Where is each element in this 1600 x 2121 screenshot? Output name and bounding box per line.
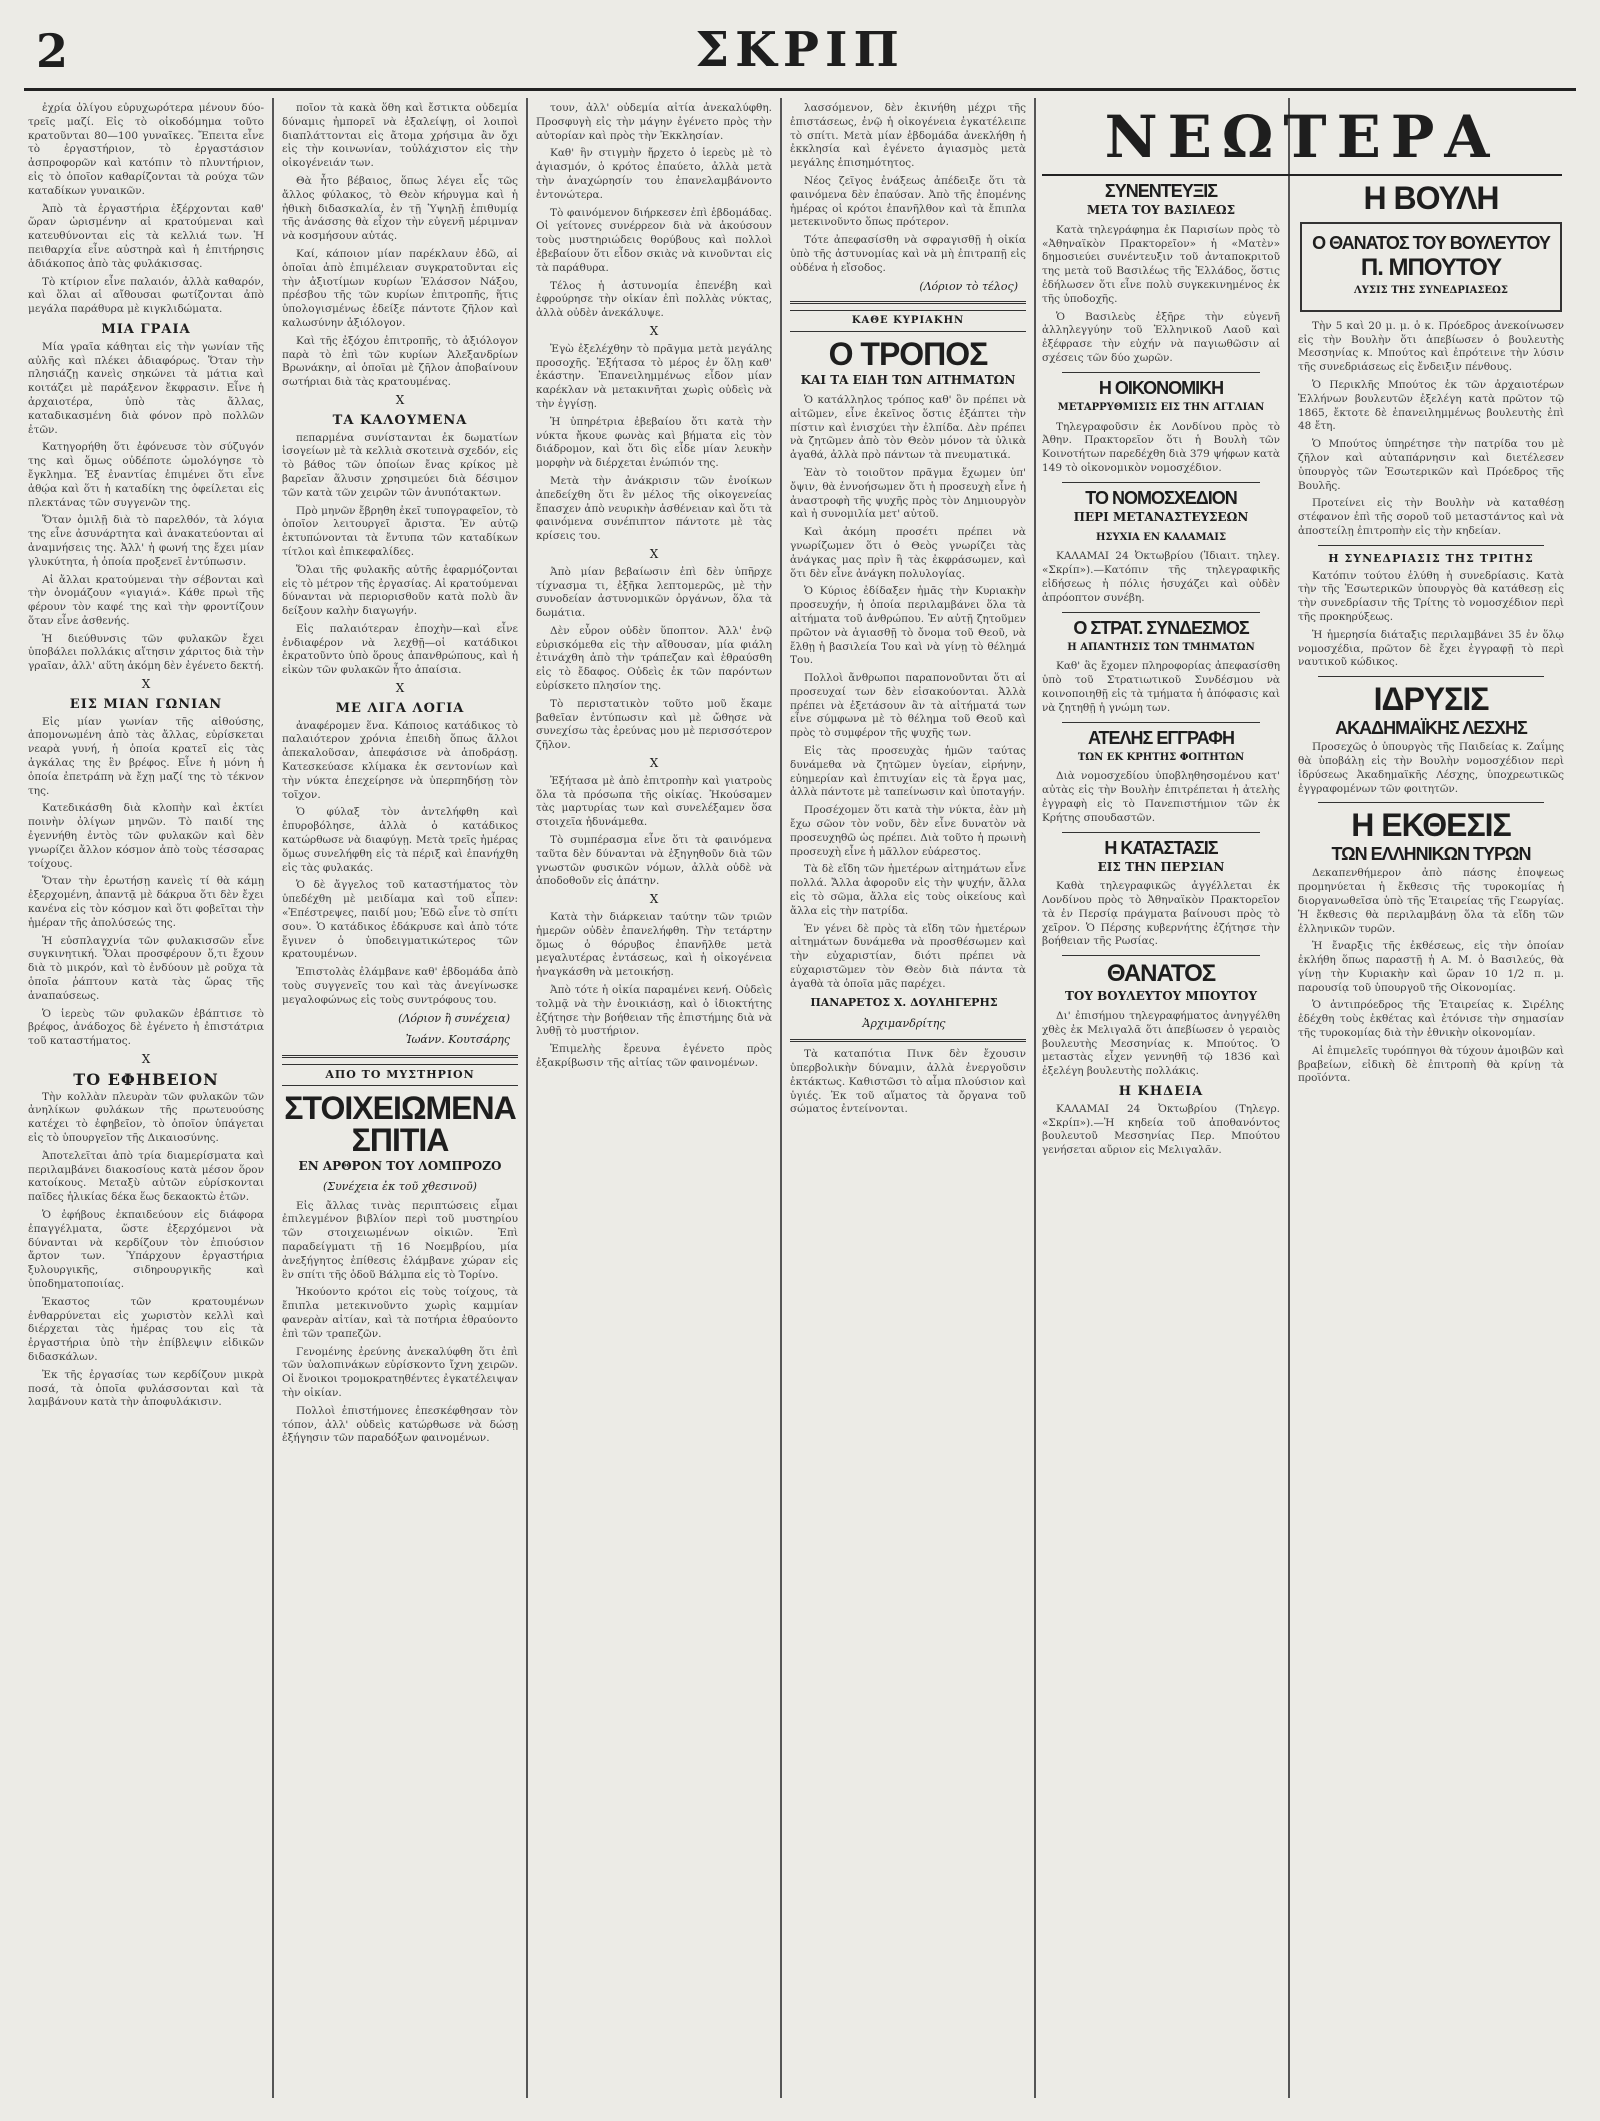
section-separator: X [649, 323, 659, 338]
section-separator: X [649, 546, 659, 561]
section-title: ΜΙΑ ΓΡΑΙΑ [101, 321, 191, 337]
news-headline: ΙΔΡΥΣΙΣ [1373, 681, 1489, 718]
column-2: ποῖον τὰ κακὰ ὅθη καὶ ἔστικτα οὐδεμία δύναμις ἠμπορεῖ νὰ ἐξαλείψῃ, οἱ λοιποὶ διαπλάττονται εἰς ἄτομα χρήσιμα ἂν ὄχι εἰς τὴν κοινωνίαν, τοὐλάχιστον εἰς τὴν οἰκογένειάν των. Θὰ ἦτο βέβαιος, ὅπως λέγει εἷς τῶς ἄλλος φύλακος, τὸ Θεὸν κήρυγμα καὶ ἡ ἠθικὴ διδασκαλία, ἐν τῇ Ὑψηλῇ ἐπιθυμίᾳ τῆς ἀνάσσης θὰ εἶχον τὴν εὐγενῆ μέριμναν νὰ κοσμήσουν αὐτάς. Καί, κάποιον μίαν παρέκλαυν ἐδῶ, αἱ ὁποῖαι ἀπὸ ἐπιμέλειαν συγκρατοῦνται εἰς τὴν ἀξιοτίμων κυρίων Ἐλάσσον Νάξου, πρέσβου τῆς τῶν κυρίων ἐπιτροπῆς, ἥτις ὑπολογισμένως ἐδείξε πάντοτε ζῆλον καὶ καλωσύνην ἀξιόλογον. Καὶ τῆς ἐξόχου ἐπιτροπῆς, τὸ ἀξιόλογον παρὰ τὸ ἐπὶ τῶν κυρίων Ἀλεξανδρίων Βρωνάκην, αἱ ὁποῖαι μὲ ζῆλον ἀποβαίνουν σωτήριαι διὰ τὰς κρατουμένας. X ΤΑ ΚΑΛΟΥΜΕΝΑ πεπαρμένα συνίστανται ἐκ δωματίων ἰσογείων μὲ τὰ κελλιὰ σκοτεινὰ σχεδόν, εἰς τὸ βάθος τῶν ὁποίων ἔνας κρίκος μὲ βαρεῖαν ἅλυσιν χρησιμεύει διὰ δέσιμον τῶν κατὰ τῶν χειρῶν τῶν ἀνυπότακτων. Πρὸ μηνῶν ἔβρηθη ἐκεῖ τυπογραφεῖον, τὸ ὁποῖον λειτουργεῖ ἄριστα. Ἐν αὐτῷ ἐκτυπώνονται τὰ ἔντυπα τῶν καταδίκων τίτλοι καὶ ἐπικεφαλίδες. Ὅλαι τῆς φυλακῆς αὐτῆς ἐφαρμόζονται εἰς τὸ μέτρον τῆς ἐργασίας. Αἱ κρατούμεναι δύνανται νὰ περιορισθοῦν κατὰ πολὺ ἂν δείξουν καλὴν διαγωγήν. Εἰς παλαιότεραν ἐποχὴν—καὶ εἶνε ἐνδιαφέρον νὰ λεχθῇ—οἱ κατάδικοι ἐκρατοῦντο ὑπὸ ὅρους ἀπανθρώπους, καὶ ἡ εἰκὼν τῶν φυλακῶν ἦτο ἀπαίσια. X ΜΕ ΛΙΓΑ ΛΟΓΙΑ ἀναφέρομεν ἕνα. Κάποιος κατάδικος τὸ παλαιότερον χρόνια ἐπειδὴ ὅπως ἄλλοι ἀπεκαλοῦσαν, ἀπεφάσισε νὰ ἀποδράσῃ. Κατεσκεύασε κλίμακα ἐκ σεντονίων καὶ τὴν νύκτα ἐπεχείρησε νὰ ὑπερπηδήσῃ τὸν τοῖχον. Ὁ φύλαξ τὸν ἀντελήφθη καὶ ἐπυροβόλησε, ἀλλὰ ὁ κατάδικος κατώρθωσε νὰ διαφύγῃ. Μετὰ τρεῖς ἡμέρας ὅμως συνελήφθη εἰς τὰ πέριξ καὶ ἐπανήχθη εἰς τὰς φυλακάς. Ὁ δὲ ἄγγελος τοῦ καταστήματος τὸν ὑπεδέχθη μὲ μειδίαμα καὶ τοῦ εἶπεν: «Ἐπέστρεψες, παιδί μου; Ἐδῶ εἶνε τὸ σπίτι σου». Ὁ κατάδικος ἐδάκρυσε καὶ ἀπὸ τότε ἔγινεν ὁ ὑποδειγματικώτερος τῶν κρατουμένων. Ἐπιστολὰς ἐλάμβανε καθ' ἑβδομάδα ἀπὸ τοὺς συγγενεῖς του καὶ τὰς ἀνεγίνωσκε μεγαλοφώνως εἰς τοὺς συντρόφους του. (Λόριον ἢ συνέχεια) Ἰωάνν. Κουτσάρης ΑΠΟ ΤΟ ΜΥΣΤΗΡΙΟΝ ΣΤΟΙΧΕΙΩΜΕΝΑ ΣΠΙΤΙΑ ΕΝ ΑΡΘΡΟΝ ΤΟΥ ΛΟΜΠΡΟΖΟ (Συνέχεια ἐκ τοῦ χθεσινοῦ) Εἰς ἄλλας τινὰς περιπτώσεις εἶμαι ἐπιλεγμένον βιβλίον περὶ τοῦ μυστηρίου τῶν στοιχειωμένων οἰκιῶν. Ἐπὶ παραδείγματι τῇ 16 Νοεμβρίου, μία ἀνεξήγητος ἐπίθεσις ἐλάμβανε χώραν εἰς ἓν σπίτι τῆς ὁδοῦ Βάλμπα εἰς τὸ Τορίνο. Ἠκούοντο κρότοι εἰς τοὺς τοίχους, τὰ ἔπιπλα μετεκινοῦντο χωρὶς καμμίαν φανερὰν αἰτίαν, καὶ τὰ ποτήρια ἐθραύοντο ἐπὶ τῶν τραπεζῶν. Γενομένης ἐρεύνης ἀνεκαλύφθη ὅτι ἐπὶ τῶν ὑαλοπινάκων εὑρίσκοντο ἴχνη χειρῶν. Οἱ ἔνοικοι τρομοκρατηθέντες ἐγκατέλειψαν τὴν οἰκίαν. Πολλοὶ ἐπιστήμονες ἐπεσκέφθησαν τὸν τόπον, ἀλλ' οὐδεὶς κατώρθωσε νὰ δώσῃ ἐξήγησιν τῶν παραδόξων φαινομένων. [282, 102, 518, 1445]
news-headline: Η ΒΟΥΛΗ [1363, 180, 1499, 216]
section-title: ΜΕ ΛΙΓΑ ΛΟΓΙΑ [335, 700, 465, 716]
feature-headline: Ο ΤΡΟΠΟΣ [828, 336, 988, 373]
news-headline: ΑΤΕΛΗΣ ΕΓΓΡΑΦΗ [1088, 727, 1234, 748]
news-headline: Ο ΣΤΡΑΤ. ΣΥΝΔΕΣΜΟΣ [1073, 617, 1249, 638]
feature-subtitle: ΕΝ ΑΡΘΡΟΝ ΤΟΥ ΛΟΜΠΡΟΖΟ [298, 1159, 502, 1173]
feature-kicker: ΚΑΘΕ ΚΥΡΙΑΚΗΝ [790, 310, 1026, 332]
news-headline: ΣΥΝΕΝΤΕΥΞΙΣ [1104, 181, 1218, 201]
news-subheadline: ΤΩΝ ΕΚ ΚΡΗΤΗΣ ΦΟΙΤΗΤΩΝ [1077, 751, 1245, 763]
news-subheadline: ΤΟΥ ΒΟΥΛΕΥΤΟΥ ΜΠΟΥΤΟΥ [1064, 989, 1258, 1004]
section-separator: X [395, 681, 405, 696]
news-subheadline: ΤΩΝ ΕΛΛΗΝΙΚΩΝ ΤΥΡΩΝ [1331, 844, 1531, 865]
news-headline: Η ΣΥΝΕΔΡΙΑΣΙΣ ΤΗΣ ΤΡΙΤΗΣ [1328, 551, 1534, 565]
divider [790, 1039, 1026, 1042]
divider [1062, 612, 1260, 613]
section-title: ΤΑ ΚΑΛΟΥΜΕΝΑ [332, 412, 468, 428]
column-6: Η ΒΟΥΛΗ Ο ΘΑΝΑΤΟΣ ΤΟΥ ΒΟΥΛΕΥΤΟΥ Π. ΜΠΟΥΤΟΥ ΛΥΣΙΣ ΤΗΣ ΣΥΝΕΔΡΙΑΣΕΩΣ Τὴν 5 καὶ 20 μ. μ. ὁ κ. Πρόεδρος ἀνεκοίνωσεν εἰς τὴν Βουλὴν ὅτι ἀπεβίωσεν ὁ βουλευτὴς Μεσσηνίας κ. Μπούτος καὶ ἐπρότεινε τὴν λύσιν τῆς συνεδριάσεως εἰς ἔνδειξιν πένθους. Ὁ Περικλῆς Μπούτος ἐκ τῶν ἀρχαιοτέρων Ἑλλήνων βουλευτῶν ἐξελέγη κατὰ πρῶτον τῷ 1865, ἔκτοτε δὲ ἐπανειλημμένως βουλευτὴς ἐπὶ 48 ἔτη. Ὁ Μπούτος ὑπηρέτησε τὴν πατρίδα του μὲ ζῆλον καὶ αὐταπάρνησιν καὶ διετέλεσεν ὑπουργὸς τῶν Ἐσωτερικῶν καὶ Πρόεδρος τῆς Βουλῆς. Προτείνει εἰς τὴν Βουλὴν νὰ καταθέσῃ στέφανον ἐπὶ τῆς σοροῦ τοῦ μεταστάντος καὶ νὰ ἀποστείλῃ ἐπιτροπὴν εἰς τὴν κηδείαν. Η ΣΥΝΕΔΡΙΑΣΙΣ ΤΗΣ ΤΡΙΤΗΣ Κατόπιν τούτου ἐλύθη ἡ συνεδρίασις. Κατὰ τὴν τῆς Ἐσωτερικῶν ὑπουργὸς θὰ κατάθεσῃ εἰς τὴν συνεδρίασιν τῆς Τρίτης τὸ νομοσχέδιον περὶ τῆς προκηρύξεως. Ἡ ἡμερησία διάταξις περιλαμβάνει 35 ἐν ὅλῳ νομοσχέδια, πρῶτον δὲ ἔχει ἐγγραφῇ τὸ περὶ ναυτικοῦ κώδικος. ΙΔΡΥΣΙΣ ΑΚΑΔΗΜΑΪΚΗΣ ΛΕΣΧΗΣ Προσεχῶς ὁ ὑπουργὸς τῆς Παιδείας κ. Ζαΐμης θὰ ὑποβάλῃ εἰς τὴν Βουλὴν νομοσχέδιον περὶ ἱδρύσεως Ἀκαδημαϊκῆς Λέσχης, ὑποχρεωτικῶς ἐγγραφομένων τῶν φοιτητῶν. Η ΕΚΘΕΣΙΣ ΤΩΝ ΕΛΛΗΝΙΚΩΝ ΤΥΡΩΝ Δεκαπενθήμερον ἀπὸ πάσης ἐποψεως προμηνύεται ἡ ἔκθεσις τῆς τυροκομίας ἡ διοργανωθεῖσα ὑπὸ τῆς Ἑταιρείας τῆς Γεωργίας. Ἡ ἔκθεσις θὰ περιλαμβάνῃ ὅλα τὰ εἴδη τῶν ἑλληνικῶν τυρῶν. Ἡ ἔναρξις τῆς ἐκθέσεως, εἰς τὴν ὁποίαν ἐκλήθη ὅπως παραστῇ ἡ Α. Μ. ὁ Βασιλεύς, θὰ γίνῃ τὴν Κυριακὴν καὶ ὥραν 10 1/2 π. μ. παρουσίᾳ τοῦ ὑπουργοῦ τῆς Οἰκονομίας. Ὁ ἀντιπρόεδρος τῆς Ἑταιρείας κ. Σιρέλης ἐδέχθη τοὺς ἐκθέτας καὶ ἐτόνισε τὴν σημασίαν τῆς τυροκομίας διὰ τὴν ἐθνικὴν οἰκονομίαν. Αἱ ἐπιμελεῖς τυρόπηγοι θὰ τύχουν ἀμοιβῶν καὶ βραβείων, εἰδικὴ δὲ ἐπιτροπὴ θὰ κρίνῃ τὰ προϊόντα. [1298, 180, 1564, 1085]
divider [1062, 832, 1260, 833]
news-subheadline: ΛΥΣΙΣ ΤΗΣ ΣΥΝΕΔΡΙΑΣΕΩΣ [1354, 285, 1508, 296]
divider [1062, 482, 1260, 483]
column-rule [780, 98, 782, 2098]
author-role: Ἀρχιμανδρίτης [862, 1017, 946, 1031]
news-subheadline: ΗΣΥΧΙΑ ΕΝ ΚΑΛΑΜΑΙΣ [1095, 531, 1227, 543]
column-3: τουν, ἀλλ' οὐδεμία αἰτία ἀνεκαλύφθη. Προσφυγὴ εἰς τὴν μάγην ἐγένετο πρὸς τὴν αὐτορίαν καὶ πρὸς τὴν Ἐκκλησίαν. Καθ' ἣν στιγμὴν ἤρχετο ὁ ἱερεὺς μὲ τὸ ἁγιασμόν, ὁ κρότος ἐπαύετο, ἀλλὰ μετὰ τὴν ἀναχώρησίν του ἐπανελαμβάνοντο ἐντονώτερα. Τὸ φαινόμενον διήρκεσεν ἐπὶ ἑβδομάδας. Οἱ γείτονες συνέρρεον διὰ νὰ ἀκούσουν τοὺς μυστηριώδεις θορύβους καὶ πολλοὶ ἐβεβαίουν ὅτι εἶδον σκιὰς νὰ κινοῦνται εἰς τὰ παράθυρα. Τέλος ἡ ἀστυνομία ἐπενέβη καὶ ἐφρούρησε τὴν οἰκίαν ἐπὶ πολλὰς νύκτας, ἀλλὰ οὐδὲν ἀνεκάλυψε. X Ἐγὼ ἐξελέχθην τὸ πρᾶγμα μετὰ μεγάλης προσοχῆς. Ἐξήτασα τὸ μέρος ἐν ὅλῃ καθ' ἑκάστην. Ἐπανειλημμένως εἶδον μίαν καρέκλαν νὰ μετακινῆται χωρὶς οὐδεὶς νὰ τὴν ἐγγίσῃ. Ἡ ὑπηρέτρια ἐβεβαίου ὅτι κατὰ τὴν νύκτα ἤκουε φωνὰς καὶ βήματα εἰς τὸν διάδρομον, καὶ ὅτι δὶς εἶδε μίαν λευκὴν μορφὴν νὰ διέρχεται ἐνώπιόν της. Μετὰ τὴν ἀνάκρισιν τῶν ἐνοίκων ἀπεδείχθη ὅτι ἓν μέλος τῆς οἰκογενείας ἔπασχεν ἀπὸ νευρικὴν ἀσθένειαν καὶ ὅτι τὰ φαινόμενα συνέπιπτον πάντοτε μὲ τὰς κρίσεις του. X Ἀπὸ μίαν βεβαίωσιν ἐπὶ δὲν ὑπῆρχε τίχνασμα τι, ἐξῆκα λεπτομερῶς, μὲ τὴν συνοδείαν ἀστυνομικῶν ὀργάνων, ὅλα τὰ δωμάτια. Δὲν εὗρον οὐδὲν ὕποπτον. Ἀλλ' ἐνῷ εὑρισκόμεθα εἰς τὴν αἴθουσαν, μία φιάλη ἐτινάχθη ἀπὸ τὴν τράπεζαν καὶ ἐθραύσθη εἰς τὸ ἔδαφος. Οὐδεὶς ἐκ τῶν παρόντων εὑρίσκετο πλησίον της. Τὸ περιστατικὸν τοῦτο μοῦ ἔκαμε βαθεῖαν ἐντύπωσιν καὶ μὲ ὤθησε νὰ συνεχίσω τὰς ἐρεύνας μου μὲ περισσότερον ζῆλον. X Ἐξήτασα μὲ ἀπὸ ἐπιτροπὴν καὶ γιατροὺς ὅλα τὰ πρόσωπα τῆς οἰκίας. Ἠκούσαμεν τὰς μαρτυρίας των καὶ συνελέξαμεν ὅσα στοιχεῖα ἠδυνάμεθα. Τὸ συμπέρασμα εἶνε ὅτι τὰ φαινόμενα ταῦτα δὲν δύνανται νὰ ἐξηγηθοῦν διὰ τῶν γνωστῶν φυσικῶν νόμων, ἀλλὰ οὐδὲ νὰ ἀποδοθοῦν εἰς ἀπάτην. X Κατὰ τὴν διάρκειαν ταύτην τῶν τριῶν ἡμερῶν οὐδὲν ἐπανελήφθη. Τὴν τετάρτην ὅμως ὁ θόρυβος ἐπανῆλθε μετὰ μεγαλυτέρας ἐντάσεως, καὶ ἡ οἰκογένεια ἠναγκάσθη νὰ μετοικήσῃ. Ἀπὸ τότε ἡ οἰκία παραμένει κενή. Οὐδεὶς τολμᾷ νὰ τὴν ἐνοικιάσῃ, καὶ ὁ ἰδιοκτήτης ἐζήτησε τὴν βοήθειαν τῆς ἐπιστήμης διὰ νὰ λυθῇ τὸ μυστήριον. Ἐπιμελὴς ἔρευνα ἐγένετο πρὸς ἐξακρίβωσιν τῆς αἰτίας τῶν φαινομένων. [536, 102, 772, 1069]
news-subheadline: ΠΕΡΙ ΜΕΤΑΝΑΣΤΕΥΣΕΩΝ [1073, 509, 1249, 524]
column-1: ἐχρία ὀλίγου εὐρυχωρότερα μένουν δύο-τρεῖς μαζί. Εἰς τὸ οἰκοδόμημα τοῦτο κρατοῦνται 80—100 γυναῖκες. Ἔπειτα εἶνε τὸ ἐργαστήριον, τὸ ἐργαστάσιον ἀσπροφορῶν καὶ κατόπιν τὸ πλυντήριον, εἰς τὸ ὁποῖον καθαρίζονται τὰ ρούχα τῶν καταδίκων γυναικῶν. Ἀπὸ τὰ ἐργαστήρια ἐξέρχονται καθ' ὥραν ὡρισμένην αἱ κρατούμεναι καὶ κατευθύνονται εἰς τὰ κελλιά των. Ἡ πειθαρχία εἶνε αὐστηρὰ καὶ ἡ ἐπιτήρησις ἀδιάκοπος ἀπὸ τὰς φυλάκισσας. Τὸ κτίριον εἶνε παλαιόν, ἀλλὰ καθαρόν, καὶ ὅλαι αἱ αἴθουσαι φωτίζονται ἀπὸ μεγάλα παράθυρα μὲ κιγκλιδώματα. ΜΙΑ ΓΡΑΙΑ Μία γραῖα κάθηται εἰς τὴν γωνίαν τῆς αὐλῆς καὶ πλέκει ἀδιαφόρως. Ὅταν τὴν πλησιάζῃ κανεὶς σηκώνει τὰ μάτια καὶ κοιτάζει μὲ παράξενον ἔκφρασιν. Εἶνε ἡ ἀρχαιοτέρα, ὑπὸ τὰς ἄλλας, καταδικασμένη διὰ φόνον πρὸ πολλῶν ἐτῶν. Κατηγορήθη ὅτι ἐφόνευσε τὸν σύζυγόν της καὶ ὅμως οὐδέποτε ὡμολόγησε τὸ ἔγκλημα. Ἐξ ἐναντίας ἐπιμένει ὅτι εἶνε ἀθῴα καὶ ὅτι ἡ καταδίκη της ὀφείλεται εἰς πλεκτάνας τῶν συγγενῶν της. Ὅταν ὁμιλῇ διὰ τὸ παρελθόν, τὰ λόγια της εἶνε ἀσυνάρτητα καὶ ἀνακατεύονται αἱ ἀναμνήσεις της. Ἀλλ' ἡ φωνή της ἔχει μίαν γλυκύτητα, ἡ ὁποία προξενεῖ ἐντύπωσιν. Αἱ ἄλλαι κρατούμεναι τὴν σέβονται καὶ τὴν ὀνομάζουν «γιαγιά». Κάθε πρωὶ τῆς φέρουν τὸν καφέ της καὶ τὴν φροντίζουν ὅταν εἶνε ἀσθενής. Ἡ διεύθυνσις τῶν φυλακῶν ἔχει ὑποβάλει πολλάκις αἴτησιν χάριτος διὰ τὴν γραῖαν, ἀλλ' αὕτη ἀκόμη δὲν ἐγένετο δεκτή. X ΕΙΣ ΜΙΑΝ ΓΩΝΙΑΝ Εἰς μίαν γωνίαν τῆς αἰθούσης, ἀπομονωμένη ἀπὸ τὰς ἄλλας, εὑρίσκεται νεαρὰ γυνή, ἡ ὁποία κρατεῖ εἰς τὰς ἀγκάλας της ἓν βρέφος. Εἶνε ἡ μόνη ἡ ὁποία ἐπετράπη νὰ ἔχῃ μαζί της τὸ τέκνον της. Κατεδικάσθη διὰ κλοπὴν καὶ ἐκτίει ποινὴν ὀλίγων μηνῶν. Τὸ παιδί της ἐγεννήθη ἐντὸς τῶν φυλακῶν καὶ δὲν γνωρίζει ἄλλον κόσμον ἀπὸ τοὺς τέσσαρας τοίχους. Ὅταν τὴν ἐρωτήσῃ κανεὶς τί θὰ κάμῃ ἐξερχομένη, ἀπαντᾷ μὲ δάκρυα ὅτι δὲν ἔχει κανένα εἰς τὸν κόσμον καὶ ὅτι φοβεῖται τὴν ἡμέραν τῆς ἀπολύσεώς της. Ἡ εὐσπλαγχνία τῶν φυλακισσῶν εἶνε συγκινητική. Ὅλαι προσφέρουν ὅ,τι ἔχουν διὰ τὸ μικρόν, καὶ τὸ ἐνδύουν μὲ ροῦχα τὰ ὁποῖα ῥάπτουν κατὰ τὰς ὥρας τῆς ἀναπαύσεως. Ὁ ἱερεὺς τῶν φυλακῶν ἐβάπτισε τὸ βρέφος, ἀνάδοχος δὲ ἐγένετο ἡ ἐπιστάτρια τοῦ καταστήματος. X ΤΟ ΕΦΗΒΕΙΟΝ Τὴν κολλὰν πλευρὰν τῶν φυλακῶν τῶν ἀνηλίκων φυλάκων τῆς πρωτευούσης κατέχει τὸ ἐφηβεῖον, τὸ ὁποῖον ὑπάγεται εἰς τὸ ὑπουργεῖον τῆς Δικαιοσύνης. Ἀποτελεῖται ἀπὸ τρία διαμερίσματα καὶ περιλαμβάνει διακοσίους κατὰ μέσον ὅρον κατοίκους. Μεταξὺ αὐτῶν εὑρίσκονται παῖδες ἡλικίας δέκα ἕως δεκαοκτὼ ἐτῶν. Ὁ ἐφήβους ἐκπαιδεύουν εἰς διάφορα ἐπαγγέλματα, ὥστε ἐξερχόμενοι νὰ δύνανται νὰ κερδίζουν τὸν ἐπιούσιον ἄρτον των. Ὑπάρχουν ἐργαστήρια ξυλουργικῆς, σιδηρουργικῆς καὶ ὑποδηματοποιίας. Ἐκαστος τῶν κρατουμένων ἐνθαρρύνεται εἰς χωριστὸν κελλὶ καὶ διέρχεται τὰς ἡμέρας του εἰς τὰ ἐργαστήρια ὑπὸ τὴν ἐπίβλεψιν εἰδικῶν διδασκάλων. Ἐκ τῆς ἐργασίας των κερδίζουν μικρὰ ποσά, τὰ ὁποῖα φυλάσσονται καὶ τὰ λαμβάνουν κατὰ τὴν ἀποφυλάκισιν. [28, 102, 264, 1409]
divider [1318, 545, 1544, 546]
section-separator: X [141, 1052, 151, 1066]
divider [790, 301, 1026, 304]
column-5: ΣΥΝΕΝΤΕΥΞΙΣ ΜΕΤΑ ΤΟΥ ΒΑΣΙΛΕΩΣ Κατὰ τηλεγράφημα ἐκ Παρισίων πρὸς τὸ «Ἀθηναϊκὸν Πρακτορεῖον» ἡ «Ματὲν» δημοσιεύει συνέντευξιν τοῦ ἀνταποκριτοῦ της μετὰ τοῦ Βασιλέως τῆς Ἑλλάδος, ὅστις ἐδήλωσεν ὅτι εἶνε πολὺ συγκεκινημένος ἐκ τῆς ὑποδοχῆς. Ὁ Βασιλεὺς ἐξῆρε τὴν εὐγενῆ ἀλληλεγγύην τοῦ Ἑλληνικοῦ Λαοῦ καὶ ἐξέφρασε τὴν εὐχήν νὰ παγιωθῶσιν αἱ σχέσεις τῶν δύο χωρῶν. Η ΟΙΚΟΝΟΜΙΚΗ ΜΕΤΑΡΡΥΘΜΙΣΙΣ ΕΙΣ ΤΗΝ ΑΓΓΛΙΑΝ Τηλεγραφοῦσιν ἐκ Λονδίνου πρὸς τὸ Ἀθην. Πρακτορεῖον ὅτι ἡ Βουλὴ τῶν Κοινοτήτων παρεδέχθη διὰ 379 ψήφων κατὰ 149 τὸ οἰκονομικὸν νομοσχέδιον. ΤΟ ΝΟΜΟΣΧΕΔΙΟΝ ΠΕΡΙ ΜΕΤΑΝΑΣΤΕΥΣΕΩΝ ΗΣΥΧΙΑ ΕΝ ΚΑΛΑΜΑΙΣ ΚΑΛΑΜΑΙ 24 Ὀκτωβρίου (Ἰδιαιτ. τηλεγ. «Σκρίπ»).—Κατόπιν τῆς τηλεγραφικῆς εἰδήσεως ἡ πόλις ἠσυχάζει καὶ οὐδὲν ἀπρόοπτον συνέβη. Ο ΣΤΡΑΤ. ΣΥΝΔΕΣΜΟΣ Η ΑΠΑΝΤΗΣΙΣ ΤΩΝ ΤΜΗΜΑΤΩΝ Καθ' ἃς ἔχομεν πληροφορίας ἀπεφασίσθη ὑπὸ τοῦ Στρατιωτικοῦ Συνδέσμου νὰ κοινοποιηθῇ εἰς τὰ τμήματα ἡ ἀπόφασις καὶ νὰ ζητηθῇ ἡ γνώμη των. ΑΤΕΛΗΣ ΕΓΓΡΑΦΗ ΤΩΝ ΕΚ ΚΡΗΤΗΣ ΦΟΙΤΗΤΩΝ Διὰ νομοσχεδίου ὑποβληθησομένου κατ' αὐτὰς εἰς τὴν Βουλὴν ἐπιτρέπεται ἡ ἀτελὴς ἐγγραφὴ εἰς τὸ Πανεπιστήμιον τῶν ἐκ Κρήτης σπουδαστῶν. Η ΚΑΤΑΣΤΑΣΙΣ ΕΙΣ ΤΗΝ ΠΕΡΣΙΑΝ Καθὰ τηλεγραφικῶς ἀγγέλλεται ἐκ Λονδίνου πρὸς τὸ Ἀθηναϊκὸν Πρακτορεῖον τὰ ἐν Περσίᾳ πράγματα βαίνουσι πρὸς τὸ χεῖρον. Ὁ Πέρσης κυβερνήτης ἐζήτησε τὴν βοήθειαν τῆς Ρωσίας. ΘΑΝΑΤΟΣ ΤΟΥ ΒΟΥΛΕΥΤΟΥ ΜΠΟΥΤΟΥ Δι' ἐπισήμου τηλεγραφήματος ἀνηγγέλθη χθὲς ἐκ Μελιγαλᾶ ὅτι ἀπεβίωσεν ὁ γεραιὸς βουλευτὴς Μεσσηνίας κ. Μπούτος. Ὁ μεταστὰς εἶχεν γεννηθῆ τῷ 1836 καὶ ἐξελέγη βουλευτὴς πολλάκις. Η ΚΗΔΕΙΑ ΚΑΛΑΜΑΙ 24 Ὀκτωβρίου (Τηλεγρ. «Σκρίπ»).—Ἡ κηδεία τοῦ ἀποθανόντος βουλευτοῦ Μεσσηνίας Περ. Μπούτου γενήσεται αὔριον εἰς Μελιγαλᾶν. [1042, 181, 1280, 1157]
news-headline: ΘΑΝΑΤΟΣ [1106, 960, 1216, 988]
divider [1318, 802, 1544, 803]
divider [1062, 372, 1260, 373]
news-headline: Η ΟΙΚΟΝΟΜΙΚΗ [1098, 377, 1224, 398]
signature: (Λόριον τὸ τέλος) [919, 279, 1018, 293]
column-4: λασσόμενον, δὲν ἐκινήθη μέχρι τῆς ἐπιστάσεως, ἐνῷ ἡ οἰκογένεια ἐγκατέλειπε τὸ σπίτι. Μετὰ μίαν ἑβδομάδα ἀνεκλήθη ἡ ἐκκλησία καὶ ἐγένετο ἁγιασμὸς μετὰ μεγάλης ἐπισημότητος. Νέος ζεῖγος ἐνάξεως ἀπέδειξε ὅτι τὰ φαινόμενα δὲν ἐπαύσαν. Ἀπὸ τῆς ἐπομένης ἡμέρας οἱ κρότοι ἐπανῆλθον καὶ τὰ ἔπιπλα μετεκινοῦντο ὅπως πρότερον. Τότε ἀπεφασίσθη νὰ σφραγισθῇ ἡ οἰκία ὑπὸ τῆς ἀστυνομίας καὶ νὰ μὴ ἐπιτραπῇ εἰς οὐδένα ἡ εἴσοδος. (Λόριον τὸ τέλος) ΚΑΘΕ ΚΥΡΙΑΚΗΝ Ο ΤΡΟΠΟΣ ΚΑΙ ΤΑ ΕΙΔΗ ΤΩΝ ΑΙΤΗΜΑΤΩΝ Ὁ κατάλληλος τρόπος καθ' ὃν πρέπει νὰ αἰτῶμεν, εἶνε ἐκεῖνος ὅστις ἐξάπτει τὴν πίστιν καὶ ἐνισχύει τὴν ἐλπίδα. Δὲν πρέπει νὰ ζητῶμεν ἀπὸ τὸν Θεὸν μόνον τὰ ὑλικὰ ἀγαθά, ἀλλὰ πρὸ πάντων τὰ πνευματικά. Ἐὰν τὸ τοιοῦτον πρᾶγμα ἔχωμεν ὑπ' ὄψιν, θὰ ἐννοήσωμεν ὅτι ἡ προσευχὴ εἶνε ἡ ἀναστροφὴ τῆς ψυχῆς πρὸς τὸν Δημιουργὸν καὶ ἡ συνομιλία μετ' αὐτοῦ. Καὶ ἀκόμη προσέτι πρέπει νὰ γνωρίζωμεν ὅτι ὁ Θεὸς γνωρίζει τὰς ἀνάγκας μας πρὶν ἢ τὰς ἐκφράσωμεν, καὶ ὅτι δὲν εἶνε ἀνάγκη πολυλογίας. Ὁ Κύριος ἐδίδαξεν ἡμᾶς τὴν Κυριακὴν προσευχήν, ἡ ὁποία περιλαμβάνει ὅλα τὰ αἰτήματα τοῦ ἀνθρώπου. Ἐν αὐτῇ ζητοῦμεν πρῶτον νὰ ἁγιασθῇ τὸ ὄνομα τοῦ Θεοῦ, νὰ ἔλθῃ ἡ βασιλεία Του καὶ νὰ γίνῃ τὸ θέλημά Του. Πολλοὶ ἄνθρωποι παραπονοῦνται ὅτι αἱ προσευχαί των δὲν εἰσακούονται. Ἀλλὰ πρέπει νὰ ἐξετάσουν ἂν τὰ αἰτήματά των εἶνε σύμφωνα μὲ τὸ θέλημα τοῦ Θεοῦ καὶ πρὸς τὸ συμφέρον τῆς ψυχῆς των. Εἰς τὰς προσευχὰς ἡμῶν ταύτας δυνάμεθα νὰ ζητῶμεν ὑγείαν, εἰρήνην, εὐημερίαν καὶ ἐπιτυχίαν εἰς τὰ ἔργα μας, ἀλλὰ πάντοτε μὲ ταπείνωσιν καὶ ὑποταγήν. Προσέχομεν ὅτι κατὰ τὴν νύκτα, ἐὰν μὴ ἔχω σῶον τὸν νοῦν, δὲν εἶνε δυνατὸν νὰ προσευχηθῶ ὡς πρέπει. Διὰ τοῦτο ἡ πρωινὴ προσευχὴ εἶνε ἡ μᾶλλον εὐάρεστος. Τὰ δὲ εἴδη τῶν ἡμετέρων αἰτημάτων εἶνε πολλά. Ἄλλα ἀφοροῦν εἰς τὴν ψυχήν, ἄλλα εἰς τὸ σῶμα, ἄλλα εἰς τοὺς οἰκείους καὶ ἄλλα εἰς τὴν πατρίδα. Ἐν γένει δὲ πρὸς τὰ εἴδη τῶν ἡμετέρων αἰτημάτων δυνάμεθα νὰ προσθέσωμεν καὶ τὴν εὐχαριστίαν, διότι πρέπει νὰ εὐχαριστῶμεν τὸν Θεὸν διὰ πάντα τὰ ἀγαθὰ τὰ ὁποῖα μᾶς παρέχει. ΠΑΝΑΡΕΤΟΣ Χ. ΔΟΥΛΗΓΕΡΗΣ Ἀρχιμανδρίτης Τὰ καταπότια Πινκ δὲν ἔχουσιν ὑπερβολικὴν δύναμιν, ἀλλὰ ἐνεργοῦσιν ἐκτάκτως. Καθιστῶσι τὸ αἷμα πλούσιον καὶ ὑγιές. Ἐκ τοῦ αἵματος τὰ ὄργανα τοῦ σώματος ἐντείνονται. [790, 102, 1026, 1116]
news-headline: Η ΕΚΘΕΣΙΣ [1351, 807, 1511, 844]
news-headline: ΤΟ ΝΟΜΟΣΧΕΔΙΟΝ [1085, 487, 1237, 508]
news-headline: Ο ΘΑΝΑΤΟΣ ΤΟΥ ΒΟΥΛΕΥΤΟΥ [1312, 233, 1550, 253]
news-headline: Π. ΜΠΟΥΤΟΥ [1360, 254, 1502, 281]
news-headline: Η ΚΑΤΑΣΤΑΣΙΣ [1104, 837, 1218, 858]
column-rule [272, 98, 274, 2098]
newspaper-title: ΣΚΡΙΠ [695, 22, 905, 78]
column-rule [1034, 98, 1036, 2098]
headline-box [1300, 222, 1562, 312]
masthead [24, 18, 1576, 91]
section-separator: X [395, 392, 405, 407]
divider [1318, 676, 1544, 677]
divider [282, 1055, 518, 1058]
page-number: 2 [36, 24, 69, 78]
divider [1062, 955, 1260, 956]
section-separator: X [649, 756, 659, 771]
column-rule [526, 98, 528, 2098]
section-separator: X [141, 677, 151, 692]
author-signature: Ἰωάνν. Κουτσάρης [405, 1033, 510, 1047]
section-banner: ΝΕΩΤΕΡΑ [1042, 102, 1562, 176]
column-rule [1288, 98, 1290, 2098]
section-title: ΤΟ ΕΦΗΒΕΙΟΝ [73, 1069, 219, 1089]
author-signature: ΠΑΝΑΡΕΤΟΣ Χ. ΔΟΥΛΗΓΕΡΗΣ [810, 995, 998, 1009]
news-subheadline: ΑΚΑΔΗΜΑΪΚΗΣ ΛΕΣΧΗΣ [1335, 718, 1527, 739]
section-title: ΕΙΣ ΜΙΑΝ ΓΩΝΙΑΝ [69, 696, 223, 712]
section-separator: X [649, 892, 659, 907]
feature-headline: ΣΤΟΙΧΕΙΩΜΕΝΑ ΣΠΙΤΙΑ [284, 1090, 516, 1158]
news-headline: Η ΚΗΔΕΙΑ [1118, 1084, 1204, 1100]
news-subheadline: ΜΕΤΑΡΡΥΘΜΙΣΙΣ ΕΙΣ ΤΗΝ ΑΓΓΛΙΑΝ [1057, 401, 1265, 413]
divider [1062, 722, 1260, 723]
feature-kicker: ΑΠΟ ΤΟ ΜΥΣΤΗΡΙΟΝ [282, 1064, 518, 1086]
feature-subtitle: ΚΑΙ ΤΑ ΕΙΔΗ ΤΩΝ ΑΙΤΗΜΑΤΩΝ [800, 373, 1016, 388]
news-subheadline: Η ΑΠΑΝΤΗΣΙΣ ΤΩΝ ΤΜΗΜΑΤΩΝ [1067, 641, 1255, 653]
news-subheadline: ΕΙΣ ΤΗΝ ΠΕΡΣΙΑΝ [1097, 859, 1225, 874]
newspaper-page [24, 18, 1576, 2108]
signature: (Λόριον ἢ συνέχεια) [398, 1011, 510, 1025]
feature-note: (Συνέχεια ἐκ τοῦ χθεσινοῦ) [323, 1179, 477, 1193]
news-subheadline: ΜΕΤΑ ΤΟΥ ΒΑΣΙΛΕΩΣ [1086, 203, 1236, 217]
